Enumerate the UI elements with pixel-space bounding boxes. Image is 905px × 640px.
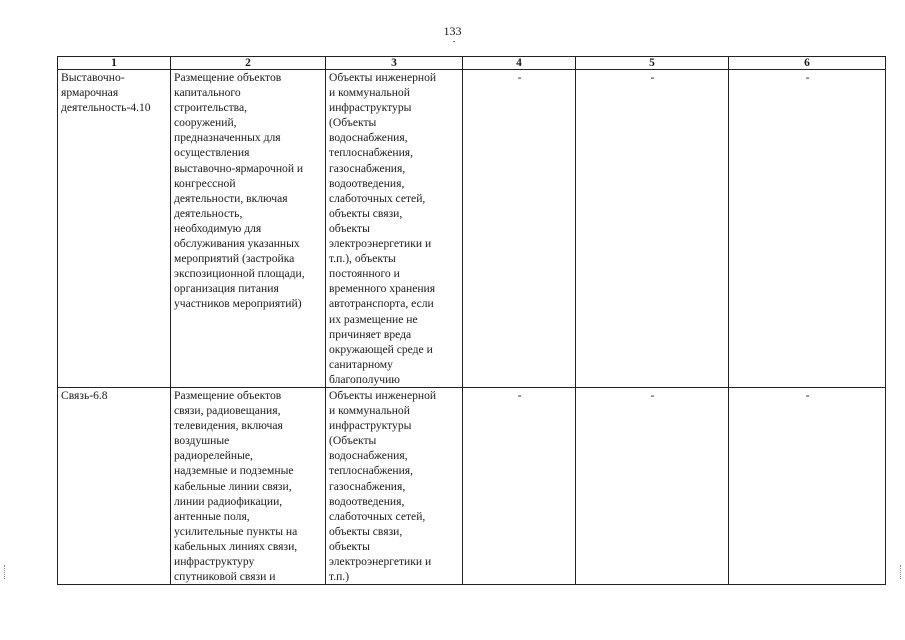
use-type-name-text: Выставочно- ярмарочная деятельность-4.10 <box>61 71 151 115</box>
permitted-objects-text: Объекты инженерной и коммунальной инфраструктуры (Объекты водоснабжения, теплоснабжения, газоснабжения, водоотведения, слаботочных сетей, объекты связи, объекты электроэнергетики и т.п.), объекты постоянного и временного хранения автотранспорта, если их размещение не причиняет вреда окружающей среде и санитарному благополучию <box>329 71 437 386</box>
permitted-objects <box>326 387 463 584</box>
land-use-table <box>57 56 886 585</box>
column-4-value: - <box>463 387 576 584</box>
use-type-description <box>171 387 326 584</box>
use-type-description <box>171 70 326 388</box>
table-row <box>58 387 886 584</box>
column-header-1: 1 <box>58 57 171 70</box>
page-number: 133 <box>443 24 462 38</box>
table-row <box>58 70 886 388</box>
column-header-4: 4 <box>463 57 576 70</box>
column-4-value: - <box>463 70 576 388</box>
scan-edge-mark-left <box>4 565 6 579</box>
column-header-3: 3 <box>326 57 463 70</box>
use-type-name <box>58 387 171 584</box>
table-header-row <box>58 57 886 70</box>
column-5-value: - <box>576 387 729 584</box>
column-6-value: - <box>729 70 886 388</box>
use-type-description-text: Размещение объектов капитального строительства, сооружений, предназначенных для осуществления выставочно-ярмарочной и конгрессной деятельности, включая деятельность, необходимую для обслуживания указанных мероприятий (застройка экспозиционной площади, организация питания участников мероприятий) <box>174 71 305 311</box>
permitted-objects-text: Объекты инженерной и коммунальной инфраструктуры (Объекты водоснабжения, теплоснабжения, газоснабжения, водоотведения, слаботочных сетей, объекты связи, объекты электроэнергетики и т.п.) <box>329 388 437 584</box>
scan-dot <box>453 41 455 42</box>
column-6-value: - <box>729 387 886 584</box>
use-type-name-text: Связь-6.8 <box>61 388 108 402</box>
column-5-value: - <box>576 70 729 388</box>
scan-edge-mark-right <box>900 565 902 579</box>
column-header-5: 5 <box>576 57 729 70</box>
use-type-name <box>58 70 171 388</box>
column-header-6: 6 <box>729 57 886 70</box>
use-type-description-text: Размещение объектов связи, радиовещания, телевидения, включая воздушные радиорелейные, надземные и подземные кабельные линии связи, линии радиофикации, антенные поля, усилительные пункты на кабельных линиях связи, инфраструктуру спутниковой связи и <box>174 388 298 584</box>
column-header-2: 2 <box>171 57 326 70</box>
permitted-objects <box>326 70 463 388</box>
